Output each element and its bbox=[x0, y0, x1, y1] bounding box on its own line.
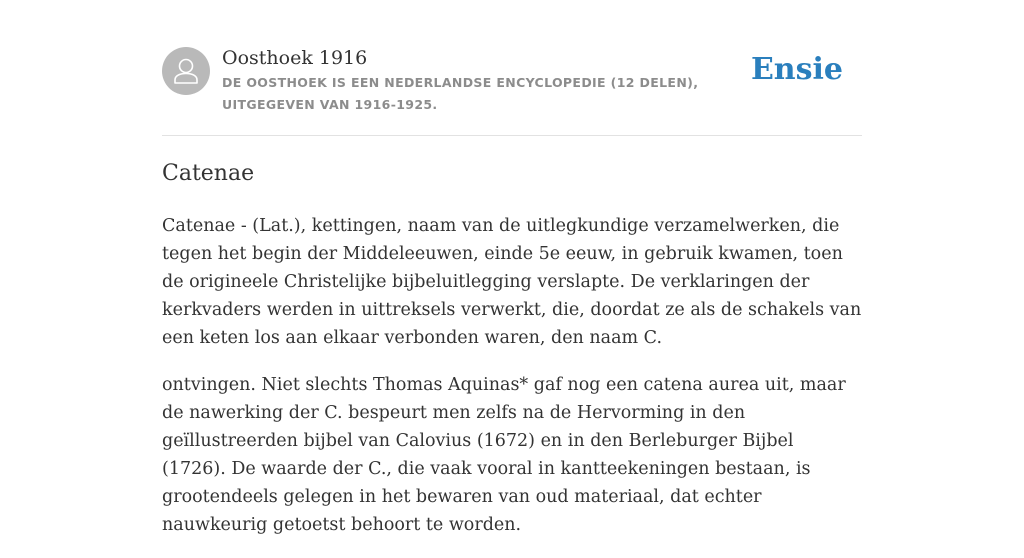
ensie-logo-link[interactable]: Ensie bbox=[750, 52, 843, 87]
source-title[interactable]: Oosthoek 1916 bbox=[222, 47, 368, 69]
user-icon bbox=[162, 47, 210, 95]
source-description: DE OOSTHOEK IS EEN NEDERLANDSE ENCYCLOPEDIE (12 DELEN), UITGEGEVEN VAN 1916-1925. bbox=[222, 75, 699, 112]
entry-paragraph: Catenae - (Lat.), kettingen, naam van de uitlegkundige verzamelwerken, die tegen het begin der Middeleeuwen, einde 5e eeuw, in gebruik kwamen, toen de origineele Christelijke bijbeluitlegging verslapte. De verklaringen der kerkvaders werden in uittreksels verwerkt, die, doordat ze als de schakels van een keten los aan elkaar verbonden waren, den naam C. bbox=[162, 216, 862, 348]
entry-body bbox=[162, 212, 862, 558]
entry-title: Catenae bbox=[162, 161, 255, 186]
source-header bbox=[162, 44, 862, 136]
avatar bbox=[162, 47, 210, 95]
entry-paragraph: ontvingen. Niet slechts Thomas Aquinas* gaf nog een catena aurea uit, maar de nawerking der C. bespeurt men zelfs na de Hervorming in den geïllustreerden bijbel van Calovius (1672) en in den Berleburger Bijbel (1726). De waarde der C., die vaak vooral in kantteekeningen bestaan, is grootendeels gelegen in het bewaren van oud materiaal, dat echter nauwkeurig getoetst behoort te worden. bbox=[162, 375, 846, 535]
